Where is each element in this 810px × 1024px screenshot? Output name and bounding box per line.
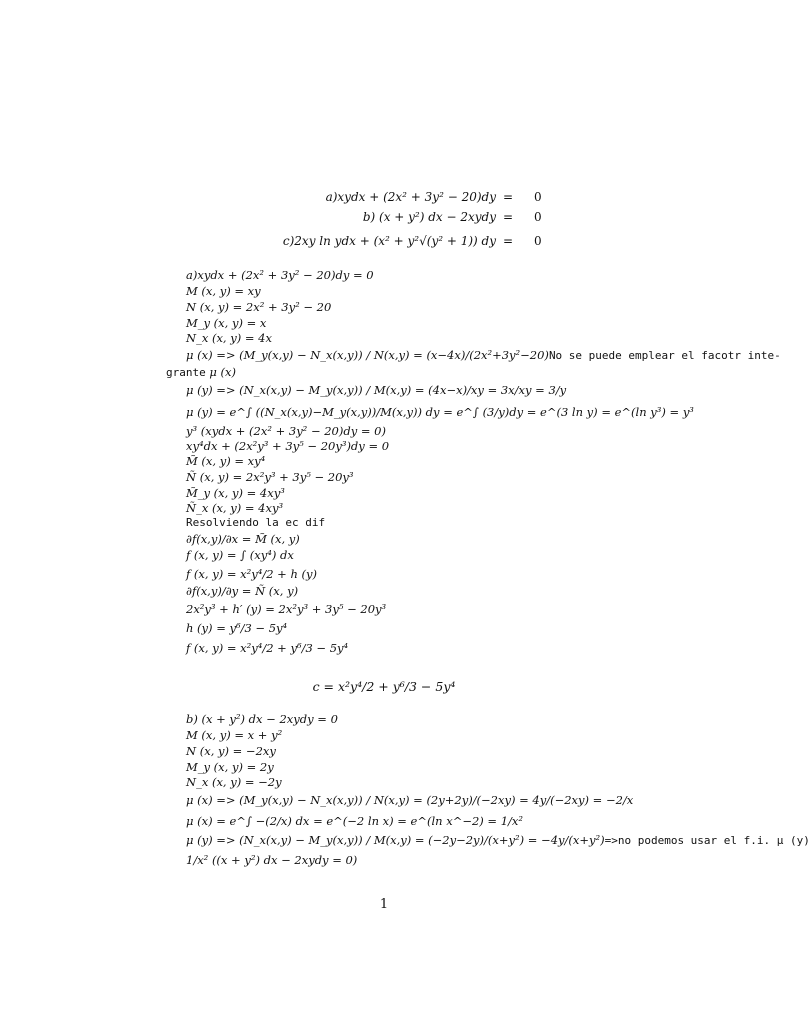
derivation-line	[186, 300, 331, 314]
equation-lhs: b) (x + y²) dx − 2xydy	[362, 210, 496, 224]
remark-text: Resolviendo la ec dif	[186, 516, 326, 529]
derivation-line	[186, 833, 810, 848]
math-expression: M̃ (x, y) = xy⁴	[186, 454, 266, 468]
equation-lhs: a)xydx + (2x² + 3y² − 20)dy	[325, 190, 496, 204]
equation-rhs: 0	[534, 234, 542, 248]
math-expression: h (y) = y⁶/3 − 5y⁴	[186, 621, 288, 635]
derivation-line	[186, 621, 287, 635]
derivation-line	[186, 516, 325, 530]
derivation-line	[186, 439, 389, 453]
derivation-line	[186, 602, 386, 616]
derivation-line	[186, 486, 285, 500]
math-expression: a)xydx + (2x² + 3y² − 20)dy = 0	[186, 268, 374, 282]
derivation-line	[186, 331, 272, 345]
equals-sign: =	[502, 210, 514, 224]
derivation-line	[186, 383, 566, 397]
derivation-line	[186, 424, 386, 438]
math-expression: μ (y) = e^∫ ((N_x(x,y)−M_y(x,y))/M(x,y)) dy = e^∫ (3/y)dy = e^(3 ln y) = e^(ln y³) = y³	[186, 405, 694, 419]
derivation-line	[186, 567, 317, 581]
derivation-line	[186, 775, 282, 789]
equation-rhs: 0	[534, 210, 542, 224]
equation-rhs: 0	[534, 190, 542, 204]
math-expression: N_x (x, y) = 4x	[186, 331, 272, 345]
derivation-line	[186, 712, 338, 726]
derivation-line	[186, 316, 266, 330]
derivation-line	[186, 284, 261, 298]
math-expression: ∂f(x,y)/∂y = Ñ (x, y)	[186, 584, 299, 598]
math-expression: Ñ_x (x, y) = 4xy³	[186, 501, 284, 515]
derivation-line	[186, 641, 348, 655]
derivation-line	[186, 501, 283, 515]
math-expression: b) (x + y²) dx − 2xydy = 0	[186, 712, 338, 726]
math-expression: M_y (x, y) = 2y	[186, 760, 274, 774]
system-equation-a	[170, 188, 610, 208]
solution-display-equation: c = x²y⁴/2 + y⁶/3 − 5y⁴	[312, 679, 456, 694]
derivation-line	[186, 454, 265, 468]
system-equation-b	[170, 208, 610, 228]
derivation-line	[186, 584, 298, 598]
derivation-line	[186, 853, 357, 867]
derivation-line	[186, 348, 781, 363]
math-expression: 1/x² ((x + y²) dx − 2xydy = 0)	[186, 853, 358, 867]
math-expression: f (x, y) = ∫ (xy⁴) dx	[186, 548, 294, 562]
equals-sign: =	[502, 234, 514, 248]
derivation-line	[186, 470, 354, 484]
math-expression: μ (y) => (N_x(x,y) − M_y(x,y)) / M(x,y) = (−2y−2y)/(x+y²) = −4y/(x+y²)	[186, 833, 605, 847]
math-expression: M (x, y) = xy	[186, 284, 261, 298]
system-equation-c	[170, 232, 610, 252]
math-expression: N (x, y) = 2x² + 3y² − 20	[186, 300, 332, 314]
derivation-line	[186, 814, 523, 828]
math-expression: μ (x) => (M_y(x,y) − N_x(x,y)) / N(x,y) = (2y+2y)/(−2xy) = 4y/(−2xy) = −2/x	[186, 793, 634, 807]
math-expression: μ (x) => (M_y(x,y) − N_x(x,y)) / N(x,y) = (x−4x)/(2x²+3y²−20)	[186, 348, 549, 362]
derivation-line	[186, 728, 282, 742]
math-expression: xy⁴dx + (2x²y³ + 3y⁵ − 20y³)dy = 0	[186, 439, 390, 453]
math-expression: ∂f(x,y)/∂x = M̃ (x, y)	[186, 532, 300, 546]
math-expression: f (x, y) = x²y⁴/2 + h (y)	[186, 567, 317, 581]
equals-sign: =	[502, 190, 514, 204]
math-expression: μ (x)	[209, 365, 236, 379]
math-expression: μ (y) => (N_x(x,y) − M_y(x,y)) / M(x,y) = (4x−x)/xy = 3x/xy = 3/y	[186, 383, 567, 397]
math-expression: Ñ (x, y) = 2x²y³ + 3y⁵ − 20y³	[186, 470, 354, 484]
derivation-line	[186, 548, 294, 562]
math-expression: M_y (x, y) = x	[186, 316, 267, 330]
math-expression: 2x²y³ + h′ (y) = 2x²y³ + 3y⁵ − 20y³	[186, 602, 387, 616]
page-number: 1	[379, 897, 389, 912]
math-expression: M̃_y (x, y) = 4xy³	[186, 486, 285, 500]
derivation-line	[186, 793, 633, 807]
derivation-line	[186, 760, 274, 774]
derivation-line	[186, 405, 694, 419]
math-expression: y³ (xydx + (2x² + 3y² − 20)dy = 0)	[186, 424, 386, 438]
math-expression: μ (x) = e^∫ −(2/x) dx = e^(−2 ln x) = e^(ln x^−2) = 1/x²	[186, 814, 524, 828]
math-expression: N_x (x, y) = −2y	[186, 775, 282, 789]
remark-text: grante	[166, 366, 206, 379]
derivation-line	[186, 744, 276, 758]
derivation-line	[166, 365, 236, 380]
math-expression: f (x, y) = x²y⁴/2 + y⁶/3 − 5y⁴	[186, 641, 349, 655]
equation-lhs: c)2xy ln ydx + (x² + y²√(y² + 1)) dy	[282, 234, 496, 248]
derivation-line	[186, 532, 300, 546]
remark-text: No se puede emplear el facotr inte-	[548, 349, 781, 362]
math-expression: N (x, y) = −2xy	[186, 744, 276, 758]
derivation-line	[186, 268, 374, 282]
math-expression: M (x, y) = x + y²	[186, 728, 283, 742]
remark-text: =>no podemos usar el f.i. μ (y)	[604, 834, 810, 847]
